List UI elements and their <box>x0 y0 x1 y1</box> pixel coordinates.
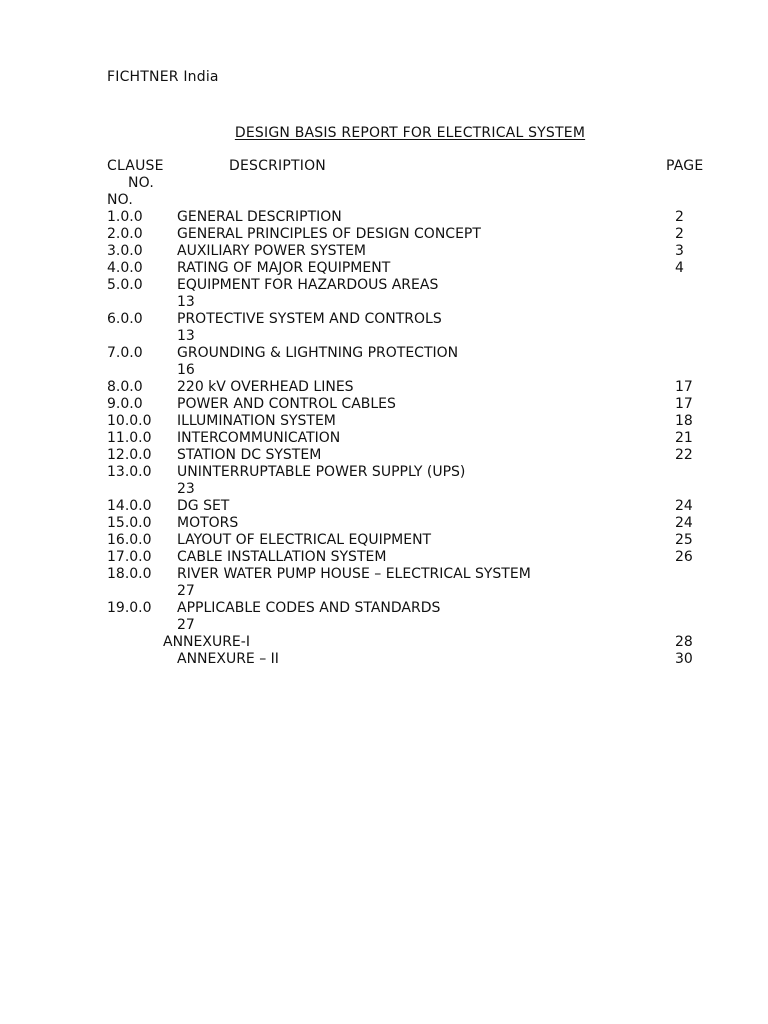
toc-clause-number: 3.0.0 <box>107 243 143 259</box>
toc-page-number: 27 <box>177 583 195 599</box>
toc-description: ANNEXURE – II <box>177 651 279 667</box>
toc-clause-number: 17.0.0 <box>107 549 152 565</box>
toc-row <box>0 209 768 226</box>
toc-clause-number: 16.0.0 <box>107 532 152 548</box>
toc-description: AUXILIARY POWER SYSTEM <box>177 243 367 259</box>
toc-row <box>0 447 768 464</box>
toc-description: EQUIPMENT FOR HAZARDOUS AREAS <box>177 277 439 293</box>
toc-clause-number: 4.0.0 <box>107 260 143 276</box>
toc-description: CABLE INSTALLATION SYSTEM <box>177 549 387 565</box>
toc-description: RATING OF MAJOR EQUIPMENT <box>177 260 391 276</box>
toc-row <box>0 396 768 413</box>
toc-page-number: 22 <box>675 447 693 463</box>
toc-page-number: 21 <box>675 430 693 446</box>
toc-row <box>0 260 768 277</box>
toc-row <box>0 345 768 379</box>
toc-row <box>0 311 768 345</box>
toc-page-number: 23 <box>177 481 195 497</box>
toc-row <box>0 413 768 430</box>
toc-page-number: 2 <box>675 209 684 225</box>
toc-description: MOTORS <box>177 515 239 531</box>
toc-description: DG SET <box>177 498 230 514</box>
toc-clause-number: 12.0.0 <box>107 447 152 463</box>
toc-page-number: 17 <box>675 396 693 412</box>
toc-clause-number: 1.0.0 <box>107 209 143 225</box>
toc-row <box>0 430 768 447</box>
column-header-description: DESCRIPTION <box>229 158 326 174</box>
toc-description: 220 kV OVERHEAD LINES <box>177 379 354 395</box>
column-header-no-line2: NO. <box>107 192 133 208</box>
toc-page-number: 13 <box>177 328 195 344</box>
toc-row <box>0 651 768 668</box>
toc-clause-number: 19.0.0 <box>107 600 152 616</box>
toc-description: RIVER WATER PUMP HOUSE – ELECTRICAL SYSTEM <box>177 566 531 582</box>
toc-clause-number: 7.0.0 <box>107 345 143 361</box>
column-header-clause: CLAUSE <box>107 158 164 174</box>
toc-description: LAYOUT OF ELECTRICAL EQUIPMENT <box>177 532 432 548</box>
toc-description: INTERCOMMUNICATION <box>177 430 341 446</box>
toc-page-number: 16 <box>177 362 195 378</box>
toc-page-number: 26 <box>675 549 693 565</box>
toc-clause-number: 9.0.0 <box>107 396 143 412</box>
toc-clause-number: 18.0.0 <box>107 566 152 582</box>
toc-row <box>0 277 768 311</box>
toc-page-number: 24 <box>675 515 693 531</box>
company-name: FICHTNER India <box>107 69 219 85</box>
toc-page-number: 28 <box>675 634 693 650</box>
toc-description: APPLICABLE CODES AND STANDARDS <box>177 600 441 616</box>
toc-description: GROUNDING & LIGHTNING PROTECTION <box>177 345 459 361</box>
toc-clause-number: 13.0.0 <box>107 464 152 480</box>
toc-description: ILLUMINATION SYSTEM <box>177 413 336 429</box>
column-header-no-line1: NO. <box>128 175 154 191</box>
toc-description: ANNEXURE-I <box>163 634 250 650</box>
toc-description: POWER AND CONTROL CABLES <box>177 396 396 412</box>
toc-row <box>0 532 768 549</box>
toc-clause-number: 11.0.0 <box>107 430 152 446</box>
toc-row <box>0 515 768 532</box>
toc-page-number: 17 <box>675 379 693 395</box>
toc-page-number: 3 <box>675 243 684 259</box>
toc-row <box>0 566 768 600</box>
toc-description: GENERAL DESCRIPTION <box>177 209 342 225</box>
toc-page-number: 24 <box>675 498 693 514</box>
toc-row <box>0 600 768 634</box>
toc-page-number: 25 <box>675 532 693 548</box>
toc-clause-number: 15.0.0 <box>107 515 152 531</box>
toc-row <box>0 634 768 651</box>
toc-description: GENERAL PRINCIPLES OF DESIGN CONCEPT <box>177 226 481 242</box>
toc-description: STATION DC SYSTEM <box>177 447 322 463</box>
table-of-contents <box>0 209 768 668</box>
document-title: DESIGN BASIS REPORT FOR ELECTRICAL SYSTEM <box>234 125 586 141</box>
toc-clause-number: 6.0.0 <box>107 311 143 327</box>
toc-clause-number: 14.0.0 <box>107 498 152 514</box>
toc-page-number: 4 <box>675 260 684 276</box>
toc-page-number: 18 <box>675 413 693 429</box>
toc-row <box>0 464 768 498</box>
toc-clause-number: 10.0.0 <box>107 413 152 429</box>
toc-clause-number: 5.0.0 <box>107 277 143 293</box>
toc-row <box>0 226 768 243</box>
toc-row <box>0 379 768 396</box>
toc-clause-number: 2.0.0 <box>107 226 143 242</box>
column-header-page: PAGE <box>666 158 704 174</box>
toc-description: UNINTERRUPTABLE POWER SUPPLY (UPS) <box>177 464 466 480</box>
toc-page-number: 13 <box>177 294 195 310</box>
toc-page-number: 30 <box>675 651 693 667</box>
toc-clause-number: 8.0.0 <box>107 379 143 395</box>
toc-row <box>0 498 768 515</box>
toc-page-number: 2 <box>675 226 684 242</box>
toc-row <box>0 243 768 260</box>
toc-row <box>0 549 768 566</box>
toc-description: PROTECTIVE SYSTEM AND CONTROLS <box>177 311 442 327</box>
toc-page-number: 27 <box>177 617 195 633</box>
